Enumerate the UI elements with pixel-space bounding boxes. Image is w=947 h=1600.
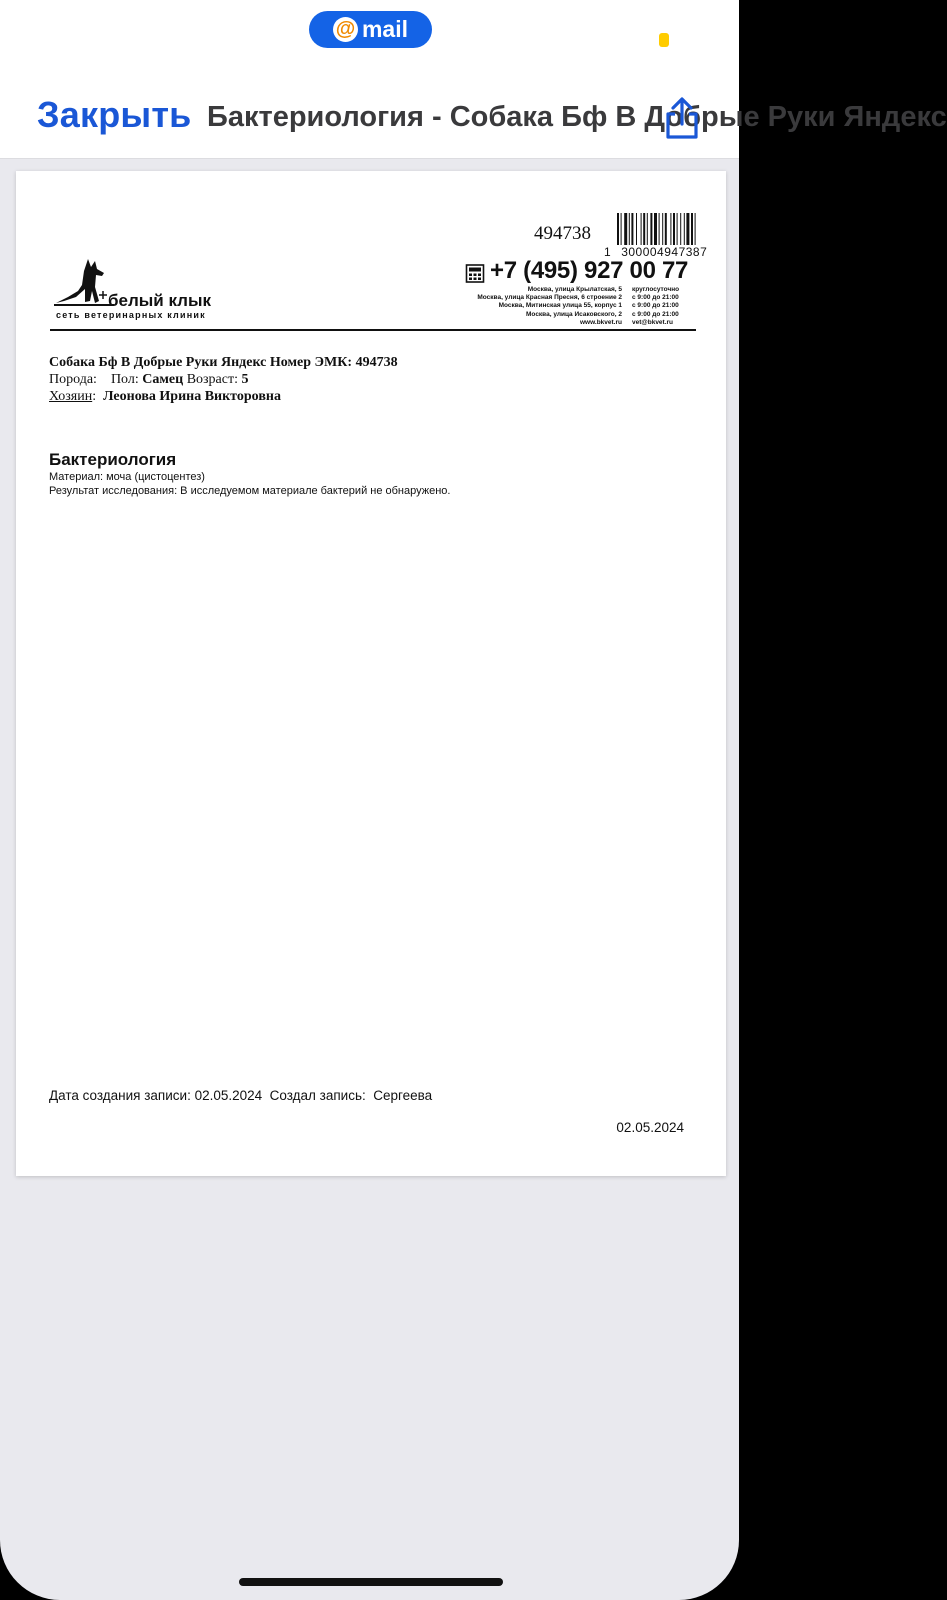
clinic-phone: +7 (495) 927 00 77 xyxy=(490,257,689,284)
address-hours: с 9:00 до 21:00 xyxy=(632,294,679,302)
owner-value: Леонова Ирина Викторовна xyxy=(103,389,281,404)
clinic-addresses xyxy=(324,286,684,327)
phone-icon xyxy=(466,263,484,283)
mail-badge-label: mail xyxy=(361,16,409,42)
patient-info: Собака Бф В Добрые Руки Яндекс Номер ЭМК: 494738 Порода: Пол: Самец Возраст: 5 Хозяин: Леонова Ирина Викторовна xyxy=(49,355,398,404)
address-text: Москва, улица Исаковского, 2 xyxy=(526,310,622,318)
barcode-lead-digit: 1 xyxy=(604,245,612,259)
address-row xyxy=(324,311,684,319)
clinic-email: vet@bkvet.ru xyxy=(632,318,674,326)
address-text: Москва, улица Красная Пресня, 6 строение 2 xyxy=(477,294,622,302)
record-created-info: Дата создания записи: 02.05.2024 Создал запись: Сергеева xyxy=(49,1088,433,1103)
document-page xyxy=(16,171,726,1176)
sex-label: Пол: xyxy=(110,372,139,387)
at-sign-icon: @ xyxy=(333,17,358,42)
patient-name-line: Собака Бф В Добрые Руки Яндекс Номер ЭМК: 494738 xyxy=(49,355,398,370)
address-text: Москва, Митинская улица 55, корпус 1 xyxy=(498,302,622,310)
address-row xyxy=(324,286,684,294)
clinic-website: www.bkvet.ru xyxy=(579,318,622,326)
clinic-subtitle: сеть ветеринарных клиник xyxy=(56,310,206,320)
address-hours: с 9:00 до 21:00 xyxy=(632,310,679,318)
clinic-name: белый клык xyxy=(108,291,211,310)
address-row xyxy=(324,294,684,302)
age-value: 5 xyxy=(241,372,249,387)
barcode-digit-group-2: 947387 xyxy=(664,245,708,259)
document-title: Бактериология - Собака Бф В Добрые Руки Яндекс xyxy=(207,101,947,133)
address-row xyxy=(324,302,684,310)
address-text: Москва, улица Крылатская, 5 xyxy=(527,286,622,293)
barcode-digit-group-1: 300004 xyxy=(621,245,665,259)
address-hours: с 9:00 до 21:00 xyxy=(632,302,679,310)
owner-label: Хозяин xyxy=(49,389,93,404)
address-hours: круглосуточно xyxy=(632,286,680,293)
status-indicator-dot xyxy=(659,33,669,47)
share-icon[interactable] xyxy=(662,96,702,140)
close-button[interactable]: Закрыть xyxy=(37,94,192,135)
breed-label: Порода: xyxy=(49,372,97,387)
material-line: Материал: моча (цистоцентез) xyxy=(49,471,205,483)
document-date: 02.05.2024 xyxy=(616,1120,684,1135)
header-divider xyxy=(50,329,696,331)
top-bar xyxy=(0,0,947,159)
section-title: Бактериология xyxy=(49,450,177,469)
age-label: Возраст: xyxy=(186,372,238,387)
record-number: 494738 xyxy=(534,223,591,244)
mail-app-badge[interactable] xyxy=(309,11,432,48)
result-line: Результат исследования: В исследуемом материале бактерий не обнаружено. xyxy=(49,485,451,497)
barcode-image xyxy=(616,213,728,245)
home-indicator[interactable] xyxy=(239,1578,503,1586)
sex-value: Самец xyxy=(142,372,184,387)
address-row xyxy=(324,319,684,327)
